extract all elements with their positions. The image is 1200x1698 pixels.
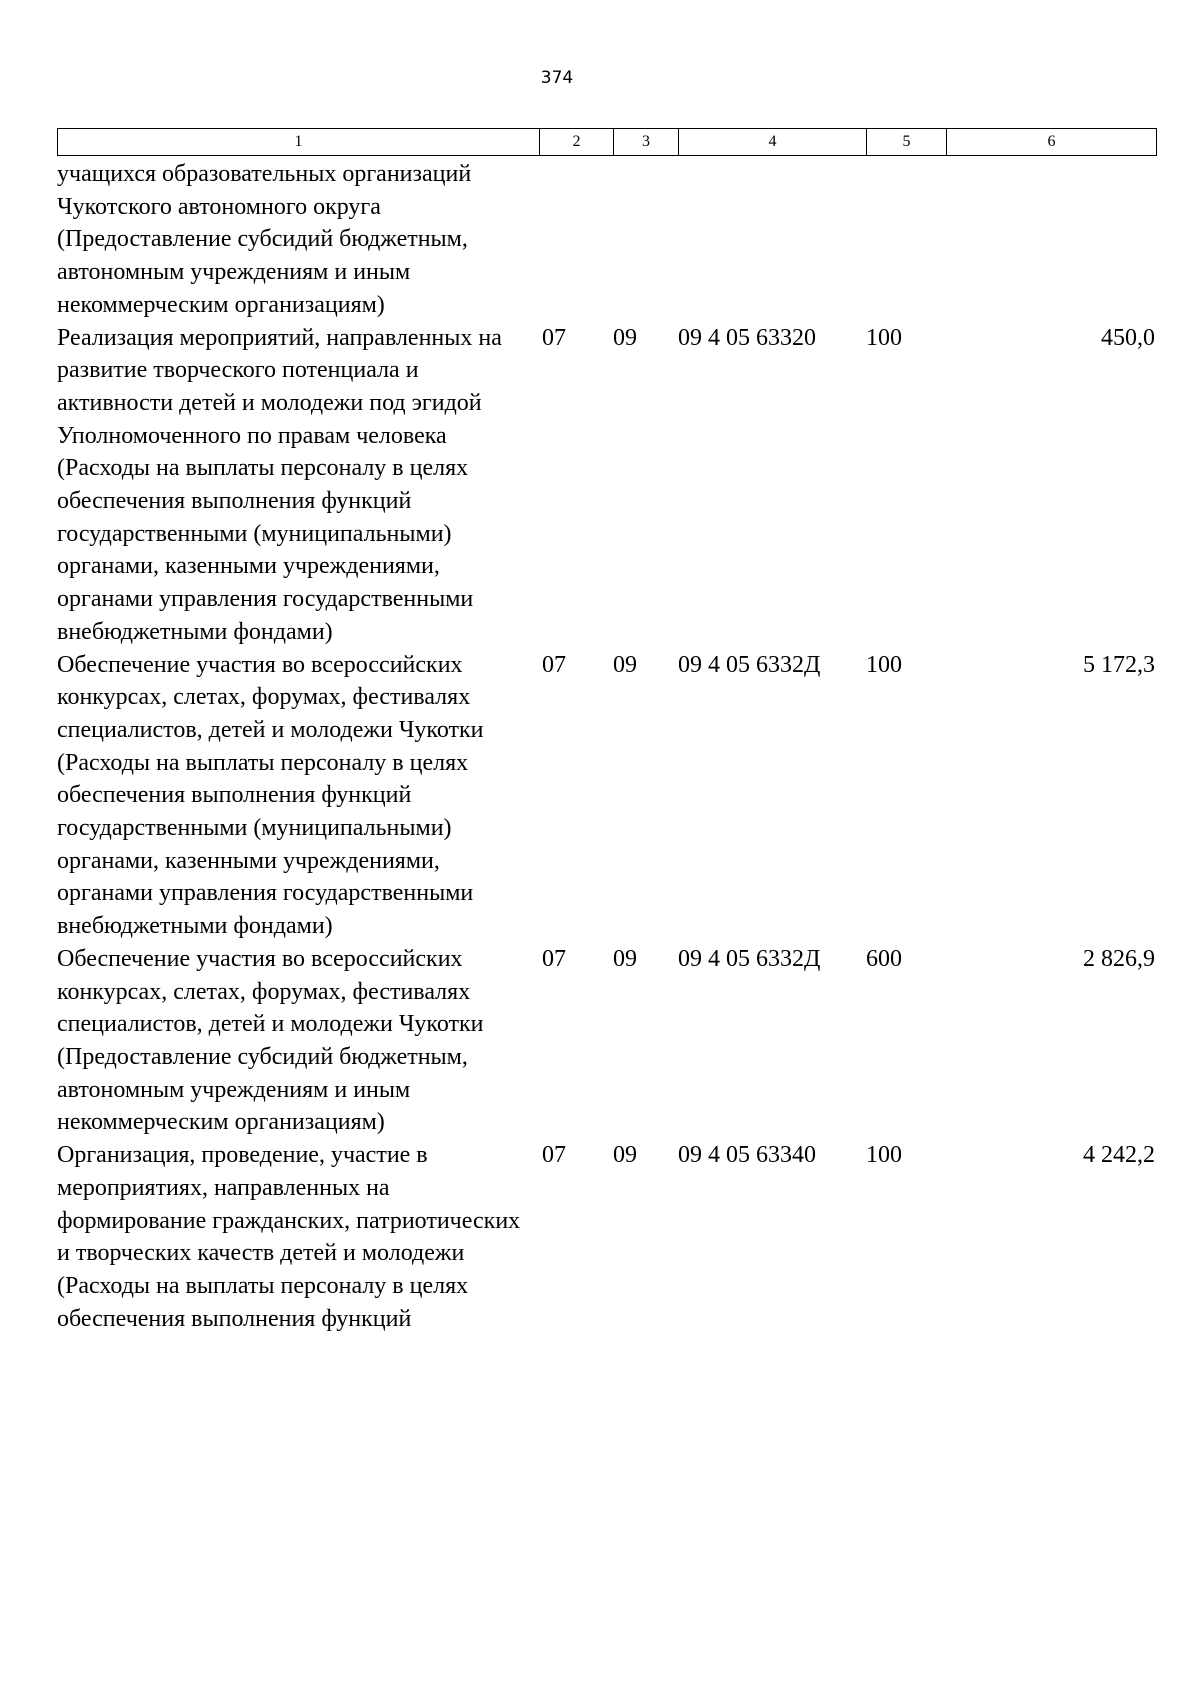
row-name: Реализация мероприятий, направленных на развитие творческого потенциала и активности детей и молодежи под эгидой Уполномоченного по правам человека (Расходы на выплаты персоналу в целях обеспечения выполнения функций государственными (муниципальными) органами, казенными учреждениями, органами управления государственными внебюджетными фондами) [57, 324, 502, 645]
row-type: 600 [866, 945, 902, 972]
row-type: 100 [866, 1142, 902, 1169]
header-col-2: 2 [540, 129, 614, 155]
header-col-4: 4 [679, 129, 867, 155]
row-section [539, 158, 613, 322]
table-row [57, 322, 1157, 649]
row-subsection: 09 [613, 651, 637, 678]
row-subsection: 09 [613, 1142, 637, 1169]
header-col-3: 3 [614, 129, 679, 155]
table-row [57, 1139, 1157, 1335]
row-type [866, 158, 946, 322]
row-code [678, 158, 866, 322]
table-row [57, 943, 1157, 1139]
row-section: 07 [542, 651, 566, 678]
row-code: 09 4 05 6332Д [678, 651, 821, 678]
header-col-6: 6 [1047, 133, 1056, 150]
row-type: 100 [866, 324, 902, 351]
row-name: учащихся образовательных организаций Чукотского автономного округа (Предоставление субсидий бюджетным, автономным учреждениям и иным некоммерческим организациям) [57, 161, 472, 318]
row-subsection [613, 158, 678, 322]
table-row [57, 649, 1157, 943]
row-section: 07 [542, 1142, 566, 1169]
row-code: 09 4 05 63320 [678, 324, 816, 351]
row-amount: 4 242,2 [1083, 1142, 1155, 1169]
row-section: 07 [542, 324, 566, 351]
row-name: Обеспечение участия во всероссийских конкурсах, слетах, форумах, фестивалях специалистов, детей и молодежи Чукотки (Расходы на выплаты персоналу в целях обеспечения выполнения функций государственными (муниципальными) органами, казенными учреждениями, органами управления государственными внебюджетными фондами) [57, 651, 484, 940]
row-amount: 450,0 [1101, 324, 1155, 351]
header-col-1: 1 [58, 129, 540, 155]
row-subsection: 09 [613, 324, 637, 351]
row-type: 100 [866, 651, 902, 678]
table-row [57, 158, 1157, 322]
table-header [57, 128, 1157, 156]
row-code: 09 4 05 63340 [678, 1142, 816, 1169]
row-amount [946, 158, 1155, 322]
row-code: 09 4 05 6332Д [678, 945, 821, 972]
row-name: Организация, проведение, участие в мероприятиях, направленных на формирование гражданских, патриотических и творческих качеств детей и молодежи (Расходы на выплаты персоналу в целях обеспечения выполнения функций [57, 1142, 521, 1332]
table-body [57, 158, 1157, 1335]
page-number: 374 [540, 68, 574, 88]
row-amount: 2 826,9 [1083, 945, 1155, 972]
header-col-5: 5 [867, 129, 947, 155]
row-amount: 5 172,3 [1083, 651, 1155, 678]
row-name: Обеспечение участия во всероссийских конкурсах, слетах, форумах, фестивалях специалистов, детей и молодежи Чукотки (Предоставление субсидий бюджетным, автономным учреждениям и иным некоммерческим организациям) [57, 945, 484, 1136]
row-subsection: 09 [613, 945, 637, 972]
row-section: 07 [542, 945, 566, 972]
